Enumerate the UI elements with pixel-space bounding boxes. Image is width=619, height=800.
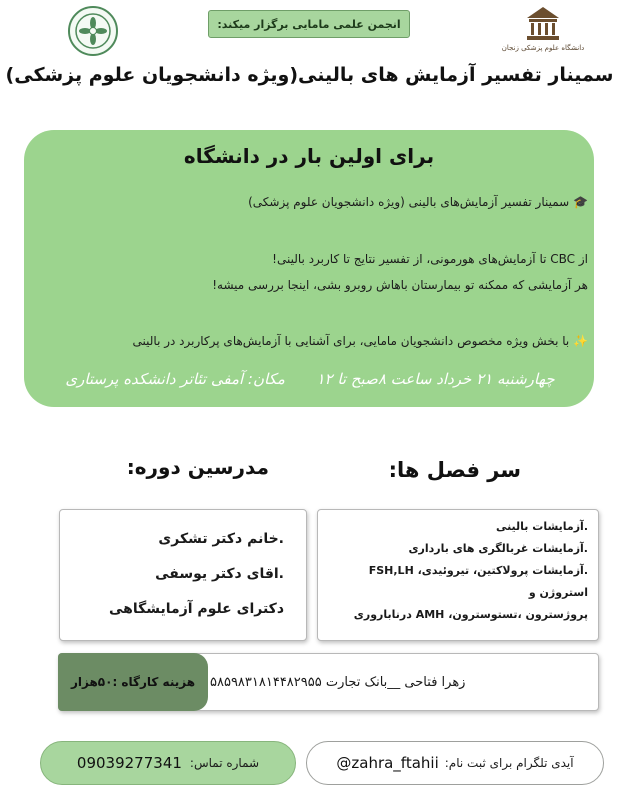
organizer-banner: انجمن علمی مامایی برگزار میکند: [208, 10, 410, 38]
phone-number[interactable]: 09039277341 [76, 754, 182, 772]
panel-headline: برای اولین بار در دانشگاه [183, 144, 435, 168]
flower-emblem-icon [73, 11, 113, 51]
telegram-id[interactable]: @zahra_ftahii [336, 754, 439, 772]
intro-panel [24, 130, 594, 407]
topic-item: .آزمایشات بالینی [495, 520, 588, 533]
topic-item: .آزمایشات پرولاکتین، تیروئیدی، FSH,LH [368, 564, 588, 577]
intro-line-2: از CBC تا آزمایش‌های هورمونی، از تفسیر نتایج تا کاربرد بالینی! [272, 252, 588, 266]
university-building-icon [523, 4, 563, 42]
event-date-time: چهارشنبه ۲۱ خرداد ساعت ۸صبح تا ۱۲ [316, 370, 555, 388]
topic-item: پروژسترون ،تستوسترون، AMH درناباروری [353, 608, 588, 621]
intro-line-1: 🎓 سمینار تفسیر آزمایش‌های بالینی (ویژه دانشجویان علوم پزشکی) [248, 195, 588, 209]
association-logo [68, 6, 118, 56]
phone-contact [40, 741, 296, 785]
event-location: مکان: آمفی تئاتر دانشکده پرستاری [65, 370, 285, 388]
workshop-fee: هزینه کارگاه :۵۰هزار [58, 653, 208, 711]
telegram-contact [306, 741, 604, 785]
telegram-label: آیدی تلگرام برای ثبت نام: [444, 756, 574, 770]
topics-box [317, 509, 599, 641]
topic-item: .آزمایشات غربالگری های بارداری [408, 542, 588, 555]
phone-label: شماره تماس: [189, 756, 260, 770]
topic-item: استروژن و [528, 586, 588, 599]
university-logo [501, 4, 585, 58]
topics-heading: سر فصل ها: [388, 458, 521, 482]
intro-line-3: هر آزمایشی که ممکنه تو بیمارستان باهاش روبرو بشی، اینجا بررسی میشه! [212, 278, 588, 292]
university-caption: دانشگاه علوم پزشکی زنجان [501, 44, 585, 52]
teacher-item: .خانم دکتر تشکری [158, 531, 284, 547]
teacher-item: دکترای علوم آزمایشگاهی [109, 601, 284, 617]
bank-account: زهرا فتاحی __بانک تجارت ۵۸۵۹۸۳۱۸۱۴۴۸۲۹۵۵ [210, 674, 466, 690]
intro-line-4: ✨ با بخش ویژه مخصوص دانشجویان مامایی، برای آشنایی با آزمایش‌های پرکاربرد در بالینی [132, 334, 588, 348]
teachers-box [59, 509, 307, 641]
teacher-item: .اقای دکتر یوسفی [155, 566, 284, 582]
page-title: سمینار تفسیر آزمایش های بالینی(ویژه دانشجویان علوم پزشکی) [5, 64, 614, 86]
teachers-heading: مدرسین دوره: [126, 455, 269, 479]
event-date-location [30, 370, 590, 388]
